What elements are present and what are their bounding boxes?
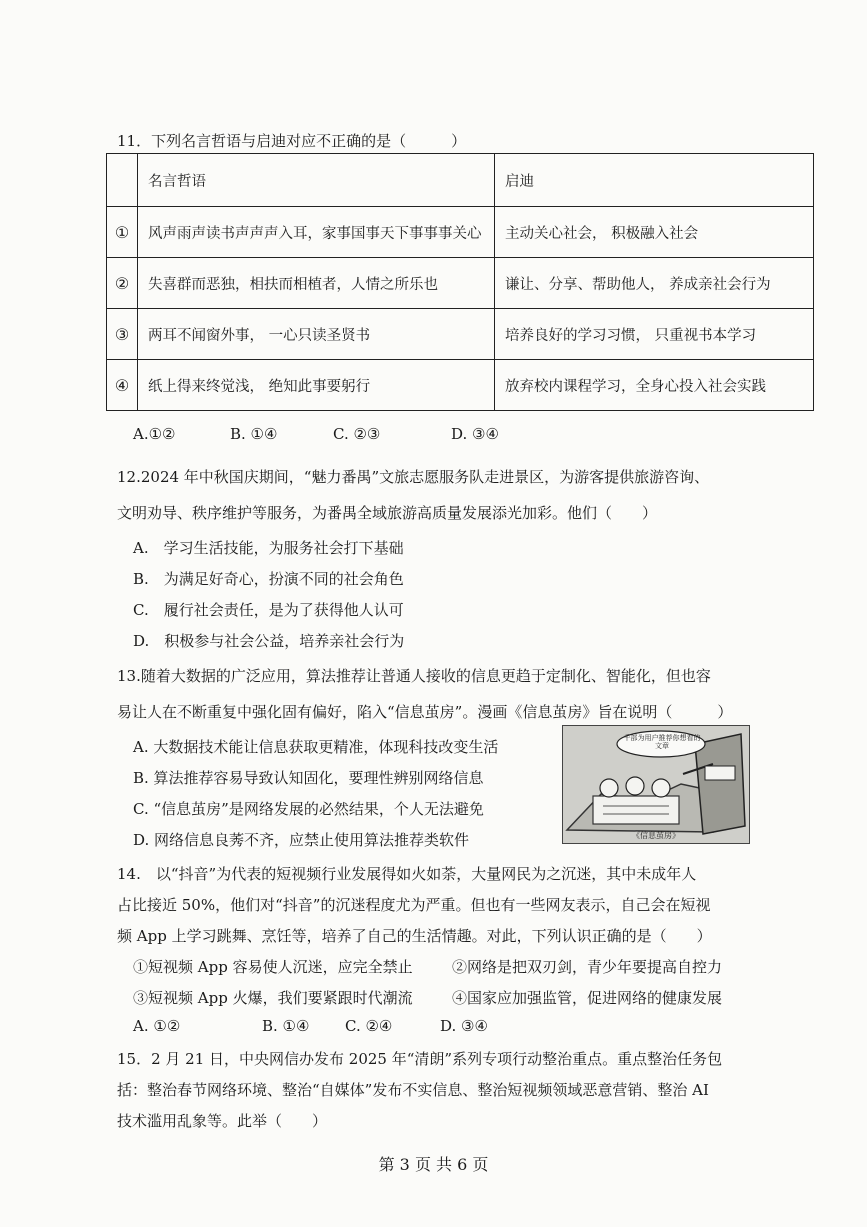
q11-option-b: B. ①④ bbox=[230, 425, 278, 443]
q14-stem-line2: 占比接近 50%，他们对“抖音”的沉迷程度尤为严重。但也有一些网友表示，自己会在短视 bbox=[117, 896, 711, 914]
q11-table bbox=[106, 153, 814, 411]
q13-option-a: A. 大数据技术能让信息获取更精准，体现科技改变生活 bbox=[133, 738, 499, 756]
q13-stem-line1: 13.随着大数据的广泛应用，算法推荐让普通人接收的信息更趋于定制化、智能化，但也容 bbox=[117, 667, 711, 685]
q14-option-a: A. ①② bbox=[133, 1017, 181, 1035]
row-num: ② bbox=[107, 258, 138, 309]
q12-stem-line2: 文明劝导、秩序维护等服务，为番禺全域旅游高质量发展添光加彩。他们（ ） bbox=[117, 504, 658, 522]
table-row bbox=[107, 258, 814, 309]
q13-stem-line2: 易让人在不断重复中强化固有偏好，陷入“信息茧房”。漫画《信息茧房》旨在说明（ ） bbox=[117, 703, 733, 721]
row-quote: 失喜群而恶独，相扶而相植者，人情之所乐也 bbox=[138, 258, 495, 309]
q13-option-c: C. “信息茧房”是网络发展的必然结果，个人无法避免 bbox=[133, 800, 484, 818]
row-num: ③ bbox=[107, 309, 138, 360]
q12-option-a: A. 学习生活技能，为服务社会打下基础 bbox=[133, 539, 404, 557]
q14-option-d: D. ③④ bbox=[440, 1017, 488, 1035]
q11-option-d: D. ③④ bbox=[451, 425, 499, 443]
row-insight: 谦让、分享、帮助他人， 养成亲社会行为 bbox=[495, 258, 814, 309]
q11-option-a: A.①② bbox=[133, 425, 176, 443]
row-insight: 主动关心社会， 积极融入社会 bbox=[495, 207, 814, 258]
q14-stem-line1: 14. 以“抖音”为代表的短视频行业发展得如火如荼，大量网民为之沉迷，其中未成年人 bbox=[117, 865, 697, 883]
header-insight-cell: 启迪 bbox=[495, 154, 814, 207]
row-quote: 纸上得来终觉浅， 绝知此事要躬行 bbox=[138, 360, 495, 411]
row-quote: 风声雨声读书声声声入耳，家事国事天下事事事关心 bbox=[138, 207, 495, 258]
page-number: 第 3 页 共 6 页 bbox=[378, 1155, 489, 1174]
q13-option-d: D. 网络信息良莠不齐，应禁止使用算法推荐类软件 bbox=[133, 831, 470, 849]
q14-statement-2: ②网络是把双刃剑，青少年要提高自控力 bbox=[452, 958, 723, 976]
header-quote-cell: 名言哲语 bbox=[138, 154, 495, 207]
q11-option-c: C. ②③ bbox=[333, 425, 381, 443]
q13-option-b: B. 算法推荐容易导致认知固化，要理性辨别网络信息 bbox=[133, 769, 484, 787]
q12-option-b: B. 为满足好奇心，扮演不同的社会角色 bbox=[133, 570, 404, 588]
info-cocoon-cartoon bbox=[562, 725, 750, 844]
table-row bbox=[107, 207, 814, 258]
row-insight: 放弃校内课程学习，全身心投入社会实践 bbox=[495, 360, 814, 411]
q12-option-d: D. 积极参与社会公益，培养亲社会行为 bbox=[133, 632, 405, 650]
q11-stem: 11．下列名言哲语与启迪对应不正确的是（ ） bbox=[117, 132, 467, 150]
row-quote: 两耳不闻窗外事， 一心只读圣贤书 bbox=[138, 309, 495, 360]
row-num: ① bbox=[107, 207, 138, 258]
q14-statement-3: ③短视频 App 火爆，我们要紧跟时代潮流 bbox=[133, 989, 413, 1007]
cartoon-caption: 《信息茧房》 bbox=[632, 831, 680, 840]
cartoon-bubble-text: 千部为用户推荐你想看的文章 bbox=[623, 734, 701, 750]
q14-statement-4: ④国家应加强监管，促进网络的健康发展 bbox=[452, 989, 723, 1007]
table-header-row bbox=[107, 154, 814, 207]
table-row bbox=[107, 309, 814, 360]
q14-option-c: C. ②④ bbox=[345, 1017, 393, 1035]
q15-stem-line2: 括：整治春节网络环境、整治“自媒体”发布不实信息、整治短视频领域恶意营销、整治 AI bbox=[117, 1081, 709, 1099]
q12-option-c: C. 履行社会责任，是为了获得他人认可 bbox=[133, 601, 404, 619]
row-num: ④ bbox=[107, 360, 138, 411]
q14-option-b: B. ①④ bbox=[262, 1017, 310, 1035]
q12-stem-line1: 12.2024 年中秋国庆期间，“魅力番禺”文旅志愿服务队走进景区，为游客提供旅游咨询、 bbox=[117, 468, 710, 486]
q14-stem-line3: 频 App 上学习跳舞、烹饪等，培养了自己的生活情趣。对此，下列认识正确的是（ ） bbox=[117, 927, 712, 945]
q15-stem-line3: 技术滥用乱象等。此举（ ） bbox=[117, 1112, 328, 1130]
row-insight: 培养良好的学习习惯， 只重视书本学习 bbox=[495, 309, 814, 360]
table-row bbox=[107, 360, 814, 411]
header-num-cell bbox=[107, 154, 138, 207]
q14-statement-1: ①短视频 App 容易使人沉迷，应完全禁止 bbox=[133, 958, 413, 976]
q15-stem-line1: 15．2 月 21 日，中央网信办发布 2025 年“清朗”系列专项行动整治重点。重点整治任务包 bbox=[117, 1050, 723, 1068]
